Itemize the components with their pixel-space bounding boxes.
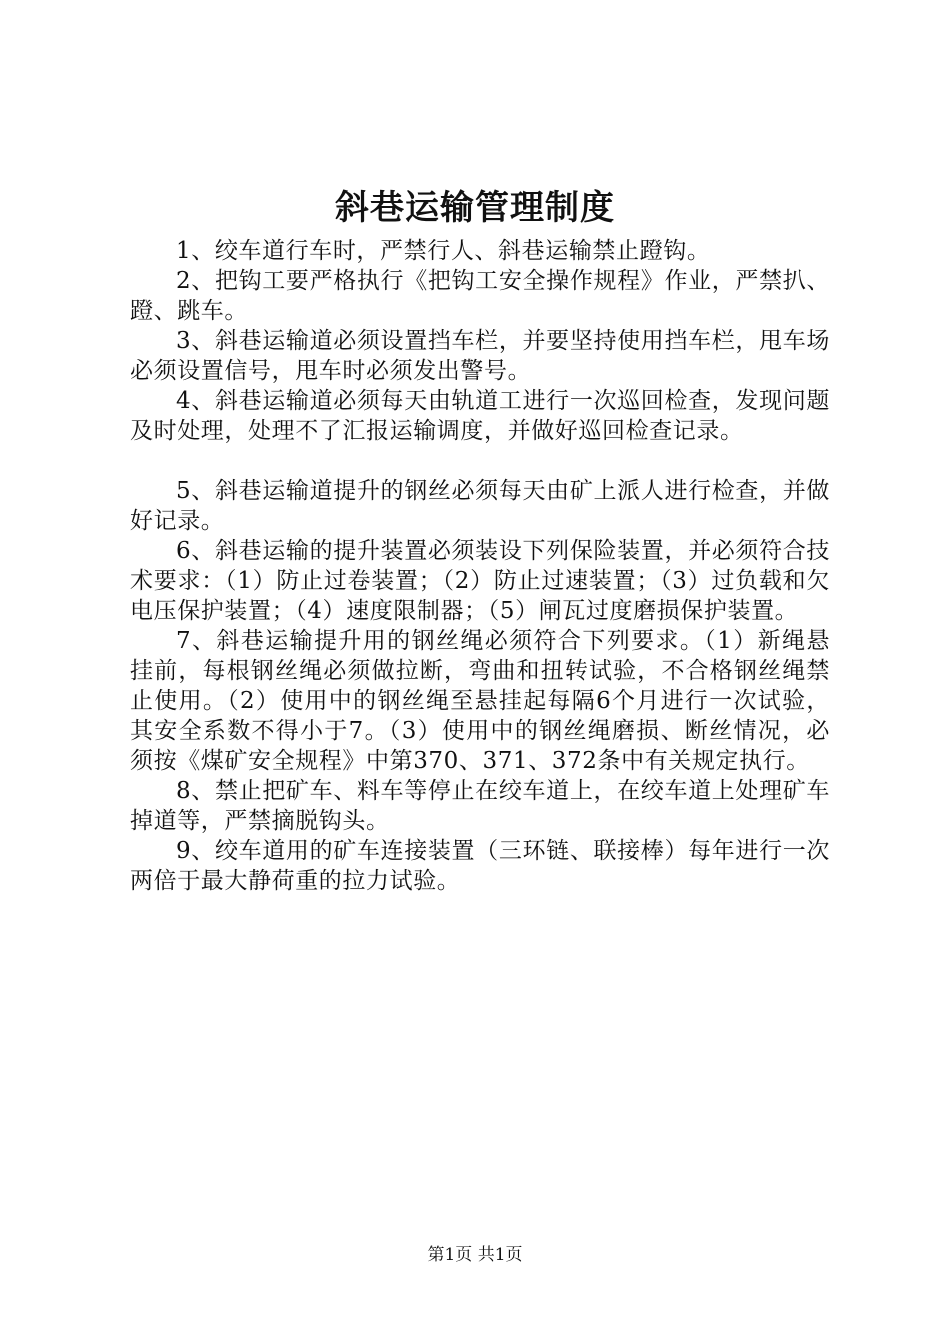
paragraph-4: 4、斜巷运输道必须每天由轨道工进行一次巡回检查，发现问题及时处理，处理不了汇报运输调度，并做好巡回检查记录。 <box>130 388 830 444</box>
paragraph-5: 5、斜巷运输道提升的钢丝必须每天由矿上派人进行检查，并做好记录。 <box>130 478 830 534</box>
paragraph-8: 8、禁止把矿车、料车等停止在绞车道上，在绞车道上处理矿车掉道等，严禁摘脱钩头。 <box>130 778 830 834</box>
paragraph-7: 7、斜巷运输提升用的钢丝绳必须符合下列要求。（1）新绳悬挂前，每根钢丝绳必须做拉断，弯曲和扭转试验，不合格钢丝绳禁止使用。（2）使用中的钢丝绳至悬挂起每隔6个月进行一次试验，其安全系数不得小于7。（3）使用中的钢丝绳磨损、断丝情况，必须按《煤矿安全规程》中第370、371、372条中有关规定执行。 <box>130 628 830 774</box>
page-footer: 第1页 共1页 <box>427 1245 523 1265</box>
paragraph-1: 1、绞车道行车时，严禁行人、斜巷运输禁止蹬钩。 <box>176 238 711 264</box>
paragraph-2: 2、把钩工要严格执行《把钩工安全操作规程》作业，严禁扒、蹬、跳车。 <box>130 268 830 324</box>
document-title: 斜巷运输管理制度 <box>335 188 615 228</box>
paragraph-3: 3、斜巷运输道必须设置挡车栏，并要坚持使用挡车栏，甩车场必须设置信号，甩车时必须发出警号。 <box>130 328 830 384</box>
paragraph-9: 9、绞车道用的矿车连接装置（三环链、联接棒）每年进行一次两倍于最大静荷重的拉力试验。 <box>130 838 830 894</box>
paragraph-6: 6、斜巷运输的提升装置必须装设下列保险装置，并必须符合技术要求：（1）防止过卷装置；（2）防止过速装置；（3）过负载和欠电压保护装置；（4）速度限制器；（5）闸瓦过度磨损保护装置。 <box>130 538 830 624</box>
document-body <box>130 236 830 896</box>
